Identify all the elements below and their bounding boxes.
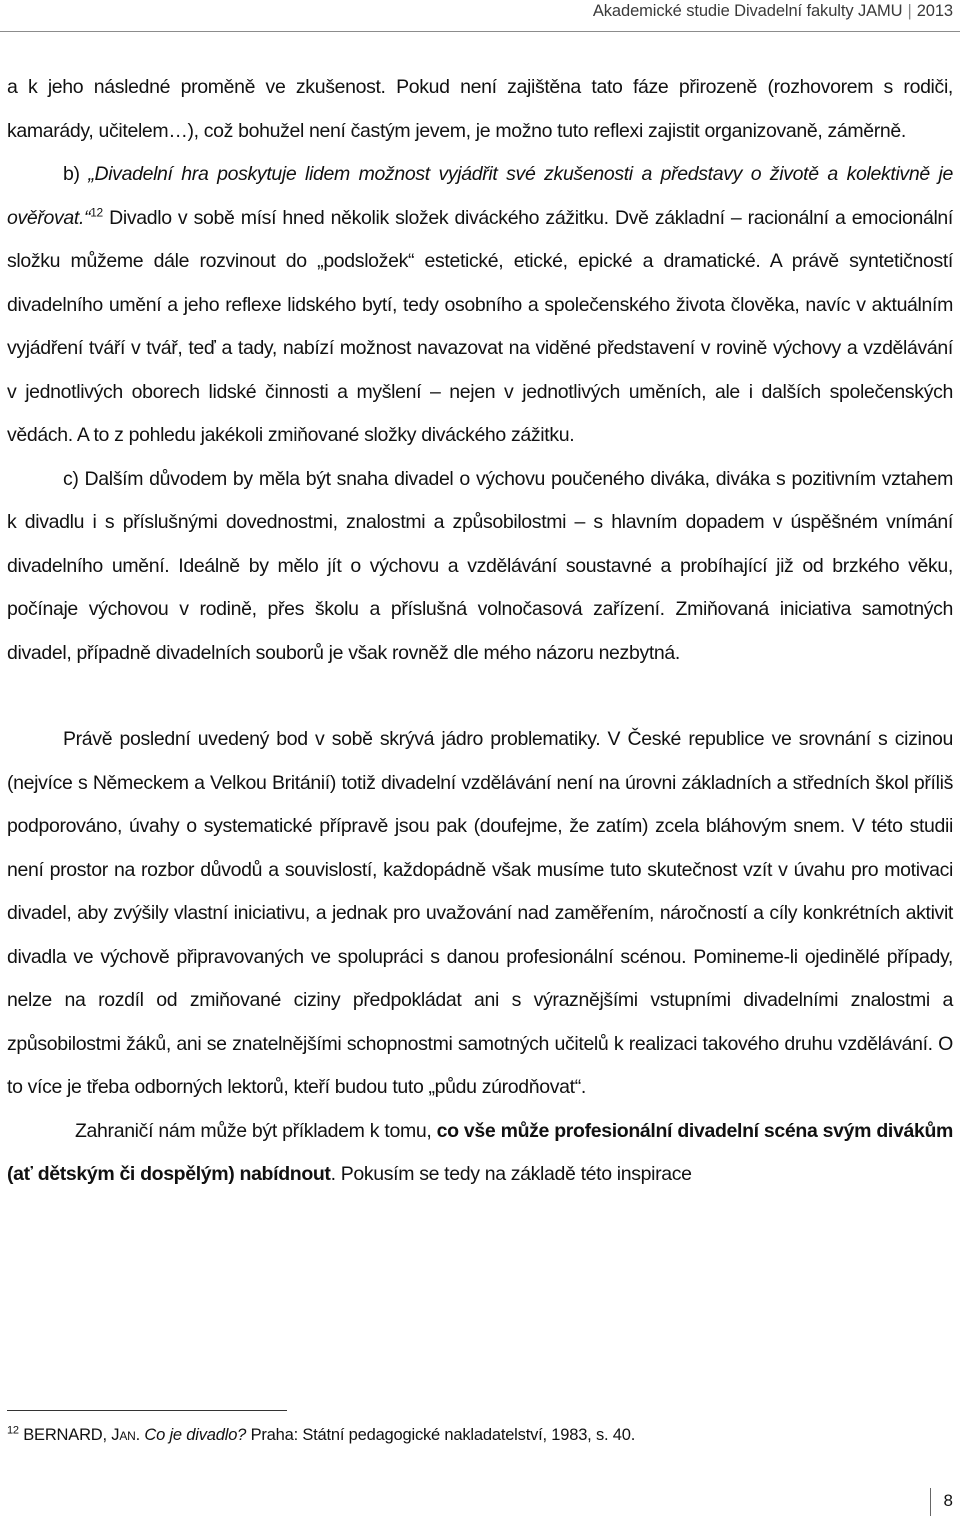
journal-title: Akademické studie Divadelní fakulty JAMU [592,2,903,20]
footnote-rule [7,1410,287,1411]
paragraph-5-start: Zahraničí nám může být příkladem k tomu, [75,1119,437,1142]
paragraph-4: Právě poslední uvedený bod v sobě skrývá jádro problematiky. V České republice ve srovnání s cizinou (nejvíce s Německem a Velkou Británií) totiž divadelní vzdělávání není na úrovni základních a středních škol příliš podporováno, úvahy o systematické přípravě jsou pak (doufejme, že zatím) zcela bláhovým snem. V této studii není prostor na rozbor důvodů a souvislostí, každopádně však musíme tuto skutečnost vzít v úvahu pro motivaci divadel, aby zvýšily vlastní iniciativu, a jednak pro uvažování nad zaměřením, náročností a cíly konkrétních aktivit divadla ve výchově připravovaných ve spolupráci s danou profesionální scénou. Pomineme-li ojedinělé případy, nelze na rozdíl od zmiňované ciziny předpokládat ani s výraznějšími vstupními divadelními znalostmi a způsobilostmi žáků, ani se znatelnějšími schopnostmi samotných učitelů k realizaci takového druhu vzdělávání. O to více je třeba odborných lektorů, kteří budou tuto „půdu zúrodňovat“. [7,728,953,1098]
paragraph-2-rest: Divadlo v sobě mísí hned několik složek diváckého zážitku. Dvě základní – racionální a emocionální složku můžeme dále rozvinout do „podsložek“ estetické, etické, epické a dramatické. A právě syntetičností divadelního umění a jeho reflexe lidského bytí, tedy osobního a společenského života člověka, navíc v aktuálním vyjádření tváří v tvář, teď a tady, nabízí možnost navazovat na viděné představení v rovině výchovy a vzdělávání v jednotlivých oborech lidské činnosti a myšlení – nejen v jednotlivých uměních, ale i dalších společenských vědách. A to z pohledu jakékoli zmiňované složky diváckého zážitku. [7,206,953,446]
footnote-publication: Praha: Státní pedagogické nakladatelství, 1983, s. 40. [250,1426,636,1444]
paragraph-2-quote: „Divadelní hra poskytuje lidem možnost vyjádřit své zkušenosti a představy o životě a kolektivně je ověřovat.“ [7,163,953,229]
paragraph-gap [7,675,953,718]
body-text [7,66,953,1197]
journal-year: 2013 [916,2,953,20]
footnote-author: BERNARD, Jan. [23,1426,140,1444]
header-rule [0,31,960,32]
running-header [593,2,953,21]
paragraph-5 [7,1110,953,1197]
paragraph-2-prefix: b) [63,163,89,185]
paragraph-5-bold: co vše může profesionální divadelní scéna svým divákům (ať dětským či dospělým) nabídnout [7,1119,953,1185]
paragraph-3: c) Dalším důvodem by měla být snaha divadel o výchovu poučeného diváka, diváka s pozitivním vztahem k divadlu i s příslušnými dovednostmi, znalostmi a způsobilostmi – s hlavním dopadem v úspěšném vnímání divadelního umění. Ideálně by mělo jít o výchovu a vzdělávání soustavné a probíhající již od brzkého věku, počínaje výchovou v rodině, přes školu a příslušná volnočasová zařízení. Zmiňovaná iniciativa samotných divadel, případně divadelních souborů je však rovněž dle mého názoru nezbytná. [7,467,953,664]
page-number: 8 [930,1488,953,1516]
footnote [7,1424,635,1446]
header-separator: | [907,2,912,20]
footnote-title: Co je divadlo? [144,1426,247,1444]
footnote-reference[interactable]: 12 [90,205,103,219]
paragraph-2 [7,153,953,458]
paragraph-1: a k jeho následné proměně ve zkušenost. Pokud není zajištěna tato fáze přirozeně (rozhovorem s rodiči, kamarády, učitelem…), což bohužel není častým jevem, je možno tuto reflexi zajistit organizovaně, záměrně. [7,76,953,142]
paragraph-5-end: . Pokusím se tedy na základě této inspirace [330,1163,692,1185]
footnote-number: 12 [7,1424,19,1437]
